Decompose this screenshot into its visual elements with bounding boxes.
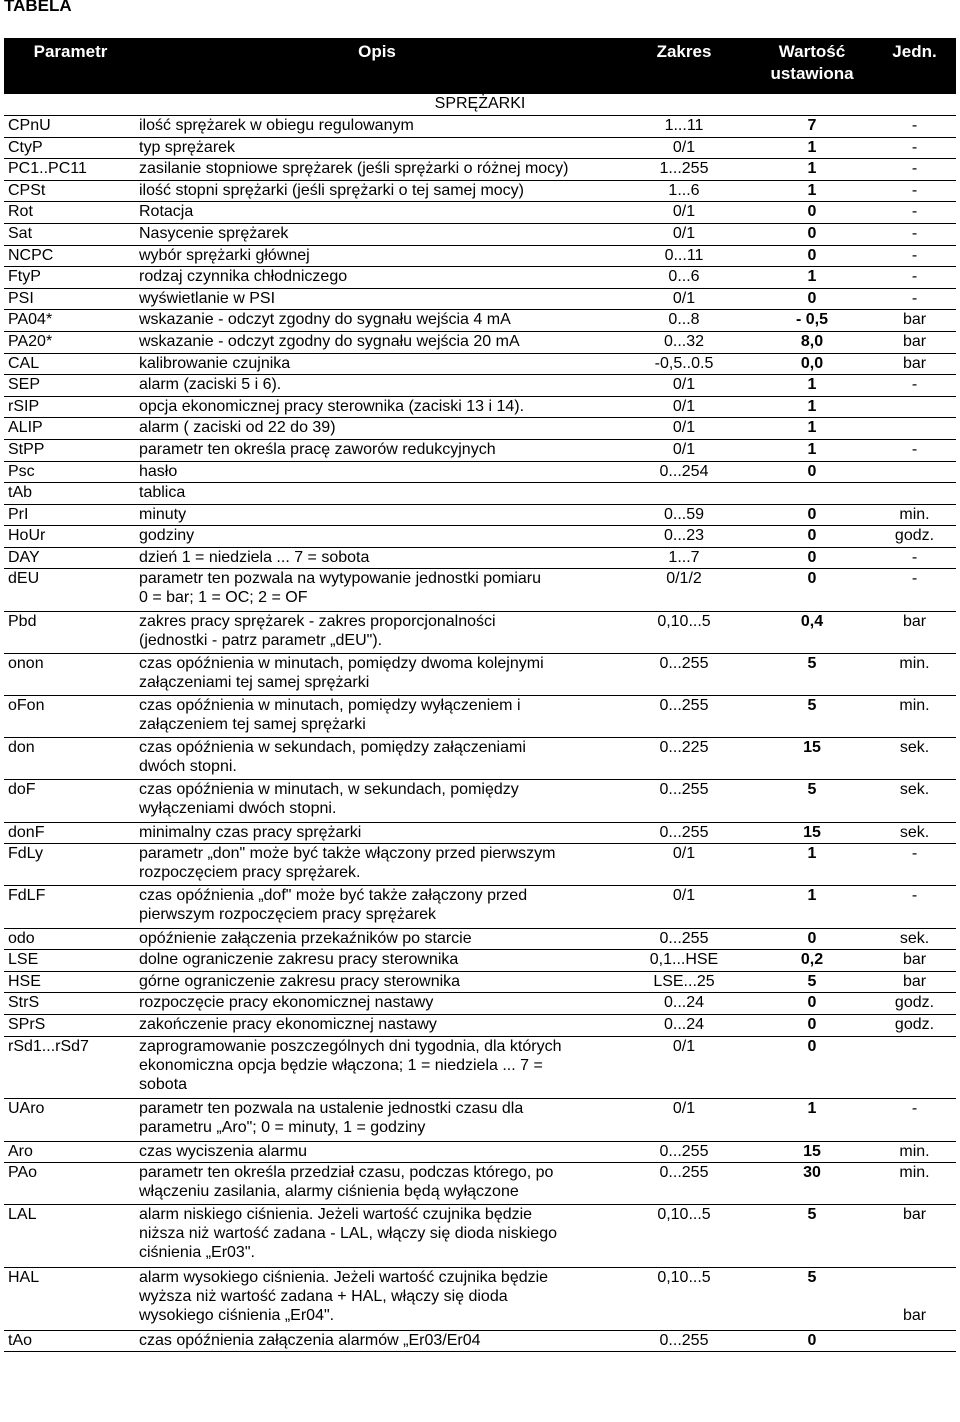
table-row [4,1141,956,1163]
row-param: CAL [4,353,137,375]
row-param: SEP [4,375,137,397]
table-row [4,696,956,738]
row-value: 15 [751,822,873,844]
row-range: 0,1...HSE [617,950,751,972]
header-desc: Opis [137,38,617,94]
table-row [4,223,956,245]
row-description: typ sprężarek [137,137,617,159]
row-unit: - [873,288,956,310]
header-unit: Jedn. [873,38,956,94]
table-row [4,396,956,418]
row-range: 0...11 [617,245,751,267]
row-param: LSE [4,950,137,972]
row-unit [873,1036,956,1099]
row-unit: - [873,116,956,138]
row-param: onon [4,653,137,695]
row-description: minuty [137,504,617,526]
row-range: 0/1 [617,844,751,886]
table-row [4,245,956,267]
table-row [4,1268,956,1331]
row-param: LAL [4,1205,137,1268]
row-range: 0...255 [617,696,751,738]
row-range: 0...255 [617,653,751,695]
page-title: TABELA [4,0,72,15]
row-range: 0...255 [617,1163,751,1205]
table-row [4,1163,956,1205]
row-range: 0/1 [617,886,751,928]
row-param: UAro [4,1099,137,1141]
table-row [4,504,956,526]
row-value: 7 [751,116,873,138]
row-unit: - [873,137,956,159]
section-title: SPRĘŻARKI [4,94,956,116]
row-range: 0/1 [617,1099,751,1141]
row-value: 30 [751,1163,873,1205]
row-unit: - [873,159,956,181]
row-value: 1 [751,396,873,418]
row-description: wskazanie - odczyt zgodny do sygnału wejścia 20 mA [137,331,617,353]
row-unit: bar [873,950,956,972]
row-description: wyświetlanie w PSI [137,288,617,310]
row-range: 0/1/2 [617,569,751,611]
section-row [4,94,956,116]
row-param: donF [4,822,137,844]
row-unit: min. [873,1163,956,1205]
row-value: 5 [751,971,873,993]
row-value: 0,4 [751,611,873,653]
row-range: 0...8 [617,310,751,332]
row-range: 0...255 [617,822,751,844]
row-range: 0/1 [617,223,751,245]
table-row [4,116,956,138]
row-param: DAY [4,547,137,569]
row-unit: bar [873,310,956,332]
row-param: ALIP [4,418,137,440]
row-value: 1 [751,418,873,440]
row-description: czas wyciszenia alarmu [137,1141,617,1163]
row-range: 0...225 [617,738,751,780]
parameter-table [4,38,956,1352]
row-value: 0 [751,526,873,548]
row-range: 0...254 [617,461,751,483]
row-unit: min. [873,696,956,738]
row-unit: - [873,223,956,245]
row-param: CtyP [4,137,137,159]
row-value: 1 [751,886,873,928]
row-unit: bar [873,611,956,653]
row-param: PA20* [4,331,137,353]
table-row [4,159,956,181]
row-description: parametr ten określa pracę zaworów redukcyjnych [137,439,617,461]
header-param: Parametr [4,38,137,94]
row-unit: - [873,375,956,397]
row-description: Nasycenie sprężarek [137,223,617,245]
row-range: 0/1 [617,1036,751,1099]
row-range: 0...24 [617,1014,751,1036]
row-value: 1 [751,159,873,181]
row-param: StrS [4,993,137,1015]
row-unit: godz. [873,526,956,548]
row-description: kalibrowanie czujnika [137,353,617,375]
row-description: rodzaj czynnika chłodniczego [137,267,617,289]
row-range: 0/1 [617,396,751,418]
row-param: CPSt [4,180,137,202]
row-range: -0,5..0.5 [617,353,751,375]
row-description: hasło [137,461,617,483]
row-description: ilość stopni sprężarki (jeśli sprężarki o tej samej mocy) [137,180,617,202]
row-param: Rot [4,202,137,224]
row-description: opcja ekonomicznej pracy sterownika (zaciski 13 i 14). [137,396,617,418]
row-unit: - [873,180,956,202]
row-value: 15 [751,738,873,780]
row-param: HAL [4,1268,137,1331]
row-unit: - [873,569,956,611]
row-unit: min. [873,504,956,526]
row-param: Pbd [4,611,137,653]
row-value: 5 [751,696,873,738]
table-row [4,611,956,653]
row-param: HSE [4,971,137,993]
table-row [4,288,956,310]
row-value: 15 [751,1141,873,1163]
row-value: - 0,5 [751,310,873,332]
row-range: 1...11 [617,116,751,138]
row-unit: godz. [873,1014,956,1036]
row-value [751,483,873,505]
row-unit: bar [873,971,956,993]
table-row [4,844,956,886]
row-unit: - [873,547,956,569]
table-row [4,526,956,548]
row-value: 0,2 [751,950,873,972]
row-value: 0 [751,1036,873,1099]
table-row [4,483,956,505]
row-description: minimalny czas pracy sprężarki [137,822,617,844]
row-unit [873,1330,956,1352]
row-range: 0,10...5 [617,611,751,653]
row-value: 0 [751,202,873,224]
row-unit: bar [873,331,956,353]
row-value: 1 [751,137,873,159]
row-value: 1 [751,180,873,202]
row-unit [873,418,956,440]
row-range: 0...255 [617,1141,751,1163]
row-range: 0...24 [617,993,751,1015]
table-row [4,461,956,483]
row-value: 5 [751,1205,873,1268]
row-description: opóźnienie załączenia przekaźników po starcie [137,928,617,950]
row-unit: bar [873,1268,956,1331]
row-unit [873,483,956,505]
row-value: 0 [751,1014,873,1036]
row-range: 0...32 [617,331,751,353]
row-description: zakres pracy sprężarek - zakres proporcjonalności (jednostki - patrz parametr „dEU"). [137,611,617,653]
row-description: Rotacja [137,202,617,224]
row-param: doF [4,780,137,822]
row-unit: sek. [873,928,956,950]
table-row [4,950,956,972]
row-value: 1 [751,267,873,289]
row-unit: min. [873,653,956,695]
row-unit: - [873,202,956,224]
row-value: 0 [751,245,873,267]
row-range: 0/1 [617,375,751,397]
row-description: czas opóźnienia załączenia alarmów „Er03/Er04 [137,1330,617,1352]
row-value: 0 [751,288,873,310]
row-range: 0/1 [617,137,751,159]
row-value: 0 [751,461,873,483]
row-value: 0 [751,1330,873,1352]
row-param: NCPC [4,245,137,267]
table-row [4,993,956,1015]
row-description: zaprogramowanie poszczególnych dni tygodnia, dla których ekonomiczna opcja będzie włączona; 1 = niedziela ... 7 = sobota [137,1036,617,1099]
table-row [4,971,956,993]
table-row [4,1330,956,1352]
row-unit: - [873,439,956,461]
row-description: ilość sprężarek w obiegu regulowanym [137,116,617,138]
row-range: 0,10...5 [617,1205,751,1268]
row-description: wybór sprężarki głównej [137,245,617,267]
table-row [4,202,956,224]
row-value: 8,0 [751,331,873,353]
table-row [4,653,956,695]
row-unit: sek. [873,822,956,844]
row-description: wskazanie - odczyt zgodny do sygnału wejścia 4 mA [137,310,617,332]
table-header-row [4,38,956,94]
row-param: PAo [4,1163,137,1205]
row-range: 0...255 [617,928,751,950]
row-range: 0...255 [617,1330,751,1352]
row-value: 5 [751,780,873,822]
table-row [4,569,956,611]
row-description: parametr ten określa przedział czasu, podczas którego, po włączeniu zasilania, alarmy ciśnienia będą wyłączone [137,1163,617,1205]
row-value: 0 [751,569,873,611]
row-param: PA04* [4,310,137,332]
row-unit: - [873,1099,956,1141]
row-value: 5 [751,653,873,695]
table-row [4,310,956,332]
row-range: 0,10...5 [617,1268,751,1331]
row-param: FdLF [4,886,137,928]
row-value: 1 [751,439,873,461]
row-param: StPP [4,439,137,461]
row-range: LSE...25 [617,971,751,993]
row-value: 1 [751,1099,873,1141]
row-param: PrI [4,504,137,526]
row-param: PC1..PC11 [4,159,137,181]
row-description: czas opóźnienia w minutach, pomiędzy wyłączeniem i załączeniem tej samej sprężarki [137,696,617,738]
row-param: FtyP [4,267,137,289]
row-description: alarm ( zaciski od 22 do 39) [137,418,617,440]
row-unit: - [873,267,956,289]
row-range: 0...255 [617,780,751,822]
row-value: 0,0 [751,353,873,375]
header-value: Wartość ustawiona [751,38,873,94]
row-range: 0/1 [617,288,751,310]
row-range: 0/1 [617,202,751,224]
table-row [4,353,956,375]
row-value: 1 [751,844,873,886]
table-row [4,1099,956,1141]
row-range: 0/1 [617,439,751,461]
row-unit: - [873,844,956,886]
row-description: godziny [137,526,617,548]
row-param: FdLy [4,844,137,886]
row-value: 0 [751,993,873,1015]
row-unit: - [873,886,956,928]
row-param: Sat [4,223,137,245]
header-range: Zakres [617,38,751,94]
row-unit [873,396,956,418]
row-param: rSd1...rSd7 [4,1036,137,1099]
row-description: alarm (zaciski 5 i 6). [137,375,617,397]
row-param: SPrS [4,1014,137,1036]
row-range: 1...255 [617,159,751,181]
table-row [4,822,956,844]
row-param: Aro [4,1141,137,1163]
row-value: 5 [751,1268,873,1331]
row-param: dEU [4,569,137,611]
row-description: alarm niskiego ciśnienia. Jeżeli wartość czujnika będzie niższa niż wartość zadana - LAL, włączy się dioda niskiego ciśnienia „Er03". [137,1205,617,1268]
table-row [4,1014,956,1036]
row-value: 0 [751,547,873,569]
row-range: 1...7 [617,547,751,569]
table-row [4,928,956,950]
row-range: 0...59 [617,504,751,526]
row-param: odo [4,928,137,950]
row-description: parametr ten pozwala na ustalenie jednostki czasu dla parametru „Aro"; 0 = minuty, 1 = godziny [137,1099,617,1141]
row-unit: godz. [873,993,956,1015]
table-row [4,1205,956,1268]
row-description: dzień 1 = niedziela ... 7 = sobota [137,547,617,569]
table-row [4,886,956,928]
row-range [617,483,751,505]
table-row [4,738,956,780]
table-row [4,375,956,397]
row-description: tablica [137,483,617,505]
row-value: 1 [751,375,873,397]
table-row [4,1036,956,1099]
table-row [4,137,956,159]
row-param: tAb [4,483,137,505]
row-description: czas opóźnienia „dof" może być także załączony przed pierwszym rozpoczęciem pracy sprężarek [137,886,617,928]
row-param: PSI [4,288,137,310]
table-row [4,331,956,353]
row-description: alarm wysokiego ciśnienia. Jeżeli wartość czujnika będzie wyższa niż wartość zadana + HAL, włączy się dioda wysokiego ciśnienia „Er04". [137,1268,617,1331]
row-range: 0/1 [617,418,751,440]
row-param: Psc [4,461,137,483]
row-description: rozpoczęcie pracy ekonomicznej nastawy [137,993,617,1015]
table-row [4,180,956,202]
row-unit: min. [873,1141,956,1163]
row-description: parametr ten pozwala na wytypowanie jednostki pomiaru 0 = bar; 1 = OC; 2 = OF [137,569,617,611]
row-description: zasilanie stopniowe sprężarek (jeśli sprężarki o różnej mocy) [137,159,617,181]
row-param: rSIP [4,396,137,418]
table-row [4,780,956,822]
row-description: czas opóźnienia w minutach, w sekundach, pomiędzy wyłączeniami dwóch stopni. [137,780,617,822]
row-param: HoUr [4,526,137,548]
row-param: tAo [4,1330,137,1352]
row-unit: bar [873,1205,956,1268]
table-row [4,267,956,289]
row-unit [873,461,956,483]
row-value: 0 [751,504,873,526]
row-unit: - [873,245,956,267]
row-param: oFon [4,696,137,738]
row-range: 0...23 [617,526,751,548]
row-range: 0...6 [617,267,751,289]
row-value: 0 [751,223,873,245]
row-unit: sek. [873,738,956,780]
table-row [4,418,956,440]
row-description: zakończenie pracy ekonomicznej nastawy [137,1014,617,1036]
row-unit: sek. [873,780,956,822]
row-param: don [4,738,137,780]
table-row [4,439,956,461]
row-description: dolne ograniczenie zakresu pracy sterownika [137,950,617,972]
row-range: 1...6 [617,180,751,202]
row-description: czas opóźnienia w minutach, pomiędzy dwoma kolejnymi załączeniami tej samej sprężarki [137,653,617,695]
row-description: czas opóźnienia w sekundach, pomiędzy załączeniami dwóch stopni. [137,738,617,780]
row-param: CPnU [4,116,137,138]
row-description: górne ograniczenie zakresu pracy sterownika [137,971,617,993]
row-value: 0 [751,928,873,950]
table-row [4,547,956,569]
row-unit: bar [873,353,956,375]
row-description: parametr „don" może być także włączony przed pierwszym rozpoczęciem pracy sprężarek. [137,844,617,886]
